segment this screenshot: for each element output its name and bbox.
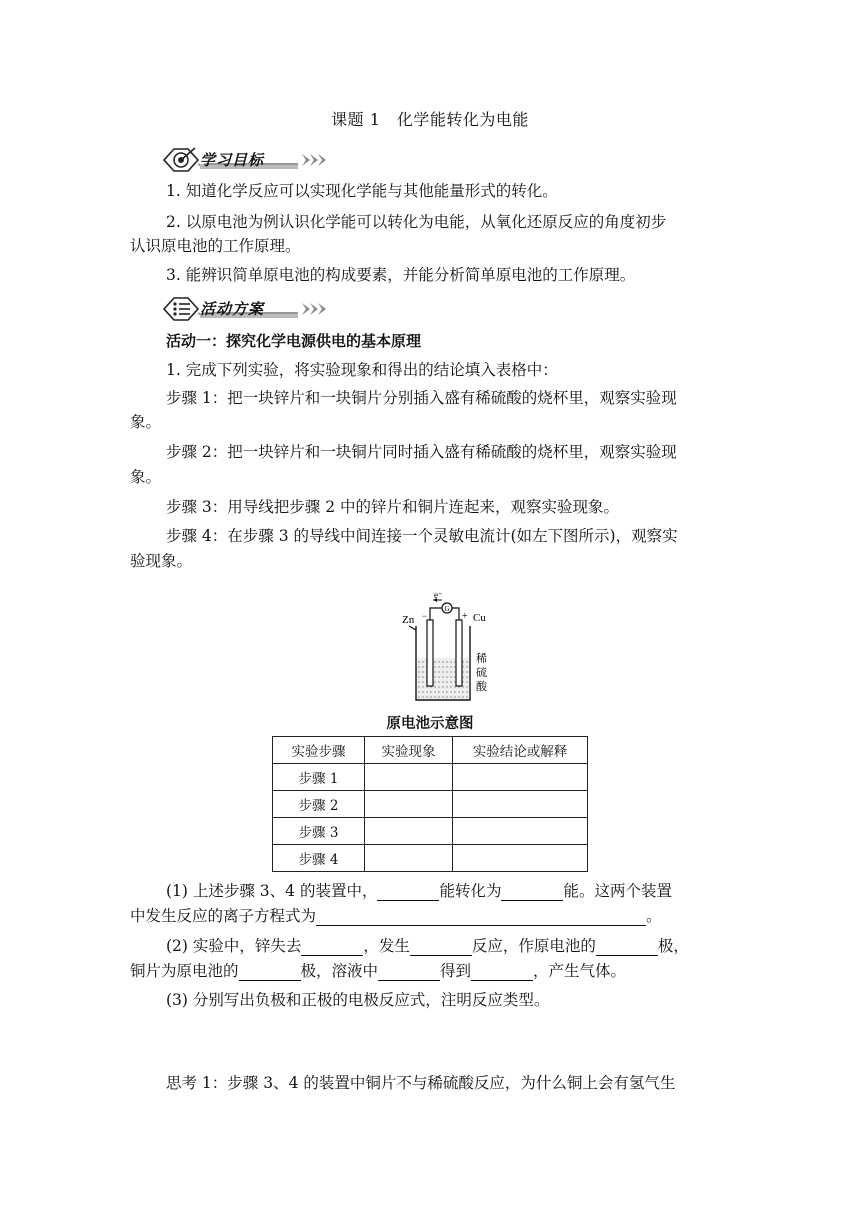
step-1: 步骤 1：把一块锌片和一块铜片分别插入盛有稀硫酸的烧杯里，观察实验现 [166, 389, 677, 407]
q2-text-b: ，发生 [363, 937, 410, 955]
question-2-cont [130, 961, 740, 981]
minus-sign: − [422, 611, 428, 621]
answer-blank[interactable] [301, 938, 363, 956]
experiment-table [272, 736, 588, 872]
q2-text-c: 反应，作原电池的 [471, 937, 596, 955]
question-3: (3) 分别写出负极和正极的电极反应式，注明反应类型。 [166, 991, 550, 1009]
step-3: 步骤 3：用导线把步骤 2 中的锌片和铜片连起来，观察实验现象。 [166, 498, 620, 516]
q1-text-c: 能。这两个装置 [563, 882, 672, 900]
copper-plate [456, 620, 462, 686]
question-1 [166, 881, 736, 901]
page-title: 课题 1 化学能转化为电能 [331, 110, 529, 129]
step-2: 步骤 2：把一块锌片和一块铜片同时插入盛有稀硫酸的烧杯里，观察实验现 [166, 443, 677, 461]
acid-label-2: 硫 [476, 667, 487, 679]
activity-badge-label: 活动方案 [200, 300, 265, 318]
galvanometer-label: G [444, 605, 450, 613]
step-4: 步骤 4：在步骤 3 的导线中间连接一个灵敏电流计(如左下图所示)，观察实 [166, 527, 678, 545]
galvanic-cell-diagram [396, 590, 506, 710]
goal-3: 3. 能辨识简单原电池的构成要素，并能分析简单原电池的工作原理。 [166, 266, 636, 284]
table-header-row [273, 737, 588, 764]
answer-blank[interactable] [378, 963, 440, 981]
table-row [273, 791, 588, 818]
step-1-cont: 象。 [130, 413, 162, 431]
phenomenon-cell[interactable] [365, 818, 453, 845]
goal-2-cont: 认识原电池的工作原理。 [130, 237, 301, 255]
header-step: 实验步骤 [273, 737, 365, 764]
answer-blank[interactable] [501, 883, 563, 901]
q1-text-b: 能转化为 [439, 882, 502, 900]
q2-text-f: 极，溶液中 [300, 962, 379, 980]
q1-text-d: 中发生反应的离子方程式为 [130, 907, 317, 925]
cu-label: Cu [473, 612, 486, 624]
q2-text-e: 铜片为原电池的 [130, 962, 239, 980]
header-conclusion: 实验结论或解释 [453, 737, 588, 764]
goal-2: 2. 以原电池为例认识化学能可以转化为电能，从氧化还原反应的角度初步 [166, 213, 667, 231]
conclusion-cell[interactable] [453, 791, 588, 818]
row-step-label: 步骤 4 [273, 845, 365, 872]
q2-text-a: (2) 实验中，锌失去 [166, 937, 302, 955]
row-step-label: 步骤 1 [273, 764, 365, 791]
activity-badge [162, 296, 342, 320]
answer-blank[interactable] [316, 908, 646, 926]
conclusion-cell[interactable] [453, 818, 588, 845]
answer-blank[interactable] [410, 938, 472, 956]
goals-badge [162, 147, 342, 171]
zn-label: Zn [402, 614, 415, 626]
q2-text-g: 得到 [440, 962, 472, 980]
electron-label: e⁻ [434, 590, 443, 600]
phenomenon-cell[interactable] [365, 764, 453, 791]
goals-badge-label: 学习目标 [200, 151, 265, 169]
row-step-label: 步骤 3 [273, 818, 365, 845]
plus-sign: + [462, 611, 468, 622]
acid-label-1: 稀 [476, 653, 487, 665]
answer-blank[interactable] [377, 883, 439, 901]
table-row [273, 764, 588, 791]
header-phenomenon: 实验现象 [365, 737, 453, 764]
q1-text-a: (1) 上述步骤 3、4 的装置中， [166, 882, 378, 900]
q1-text-e: 。 [646, 907, 662, 925]
row-step-label: 步骤 2 [273, 791, 365, 818]
question-2 [166, 936, 736, 956]
answer-blank[interactable] [471, 963, 533, 981]
zinc-plate [427, 620, 433, 686]
answer-blank[interactable] [239, 963, 301, 981]
activity-intro: 1. 完成下列实验，将实验现象和得出的结论填入表格中： [166, 361, 558, 379]
conclusion-cell[interactable] [453, 845, 588, 872]
table-row [273, 818, 588, 845]
phenomenon-cell[interactable] [365, 845, 453, 872]
step-2-cont: 象。 [130, 468, 162, 486]
activity-heading: 活动一：探究化学电源供电的基本原理 [166, 332, 422, 350]
conclusion-cell[interactable] [453, 764, 588, 791]
goal-1: 1. 知道化学反应可以实现化学能与其他能量形式的转化。 [166, 182, 558, 200]
answer-blank[interactable] [596, 938, 658, 956]
acid-label-3: 酸 [476, 681, 487, 693]
diagram-caption: 原电池示意图 [386, 716, 474, 732]
q2-text-h: ，产生气体。 [533, 962, 627, 980]
step-4-cont: 验现象。 [130, 552, 193, 570]
q2-text-d: 极， [657, 937, 689, 955]
think-1: 思考 1：步骤 3、4 的装置中铜片不与稀硫酸反应，为什么铜上会有氢气生 [166, 1074, 676, 1092]
table-row [273, 845, 588, 872]
phenomenon-cell[interactable] [365, 791, 453, 818]
question-1-cont [130, 906, 740, 926]
